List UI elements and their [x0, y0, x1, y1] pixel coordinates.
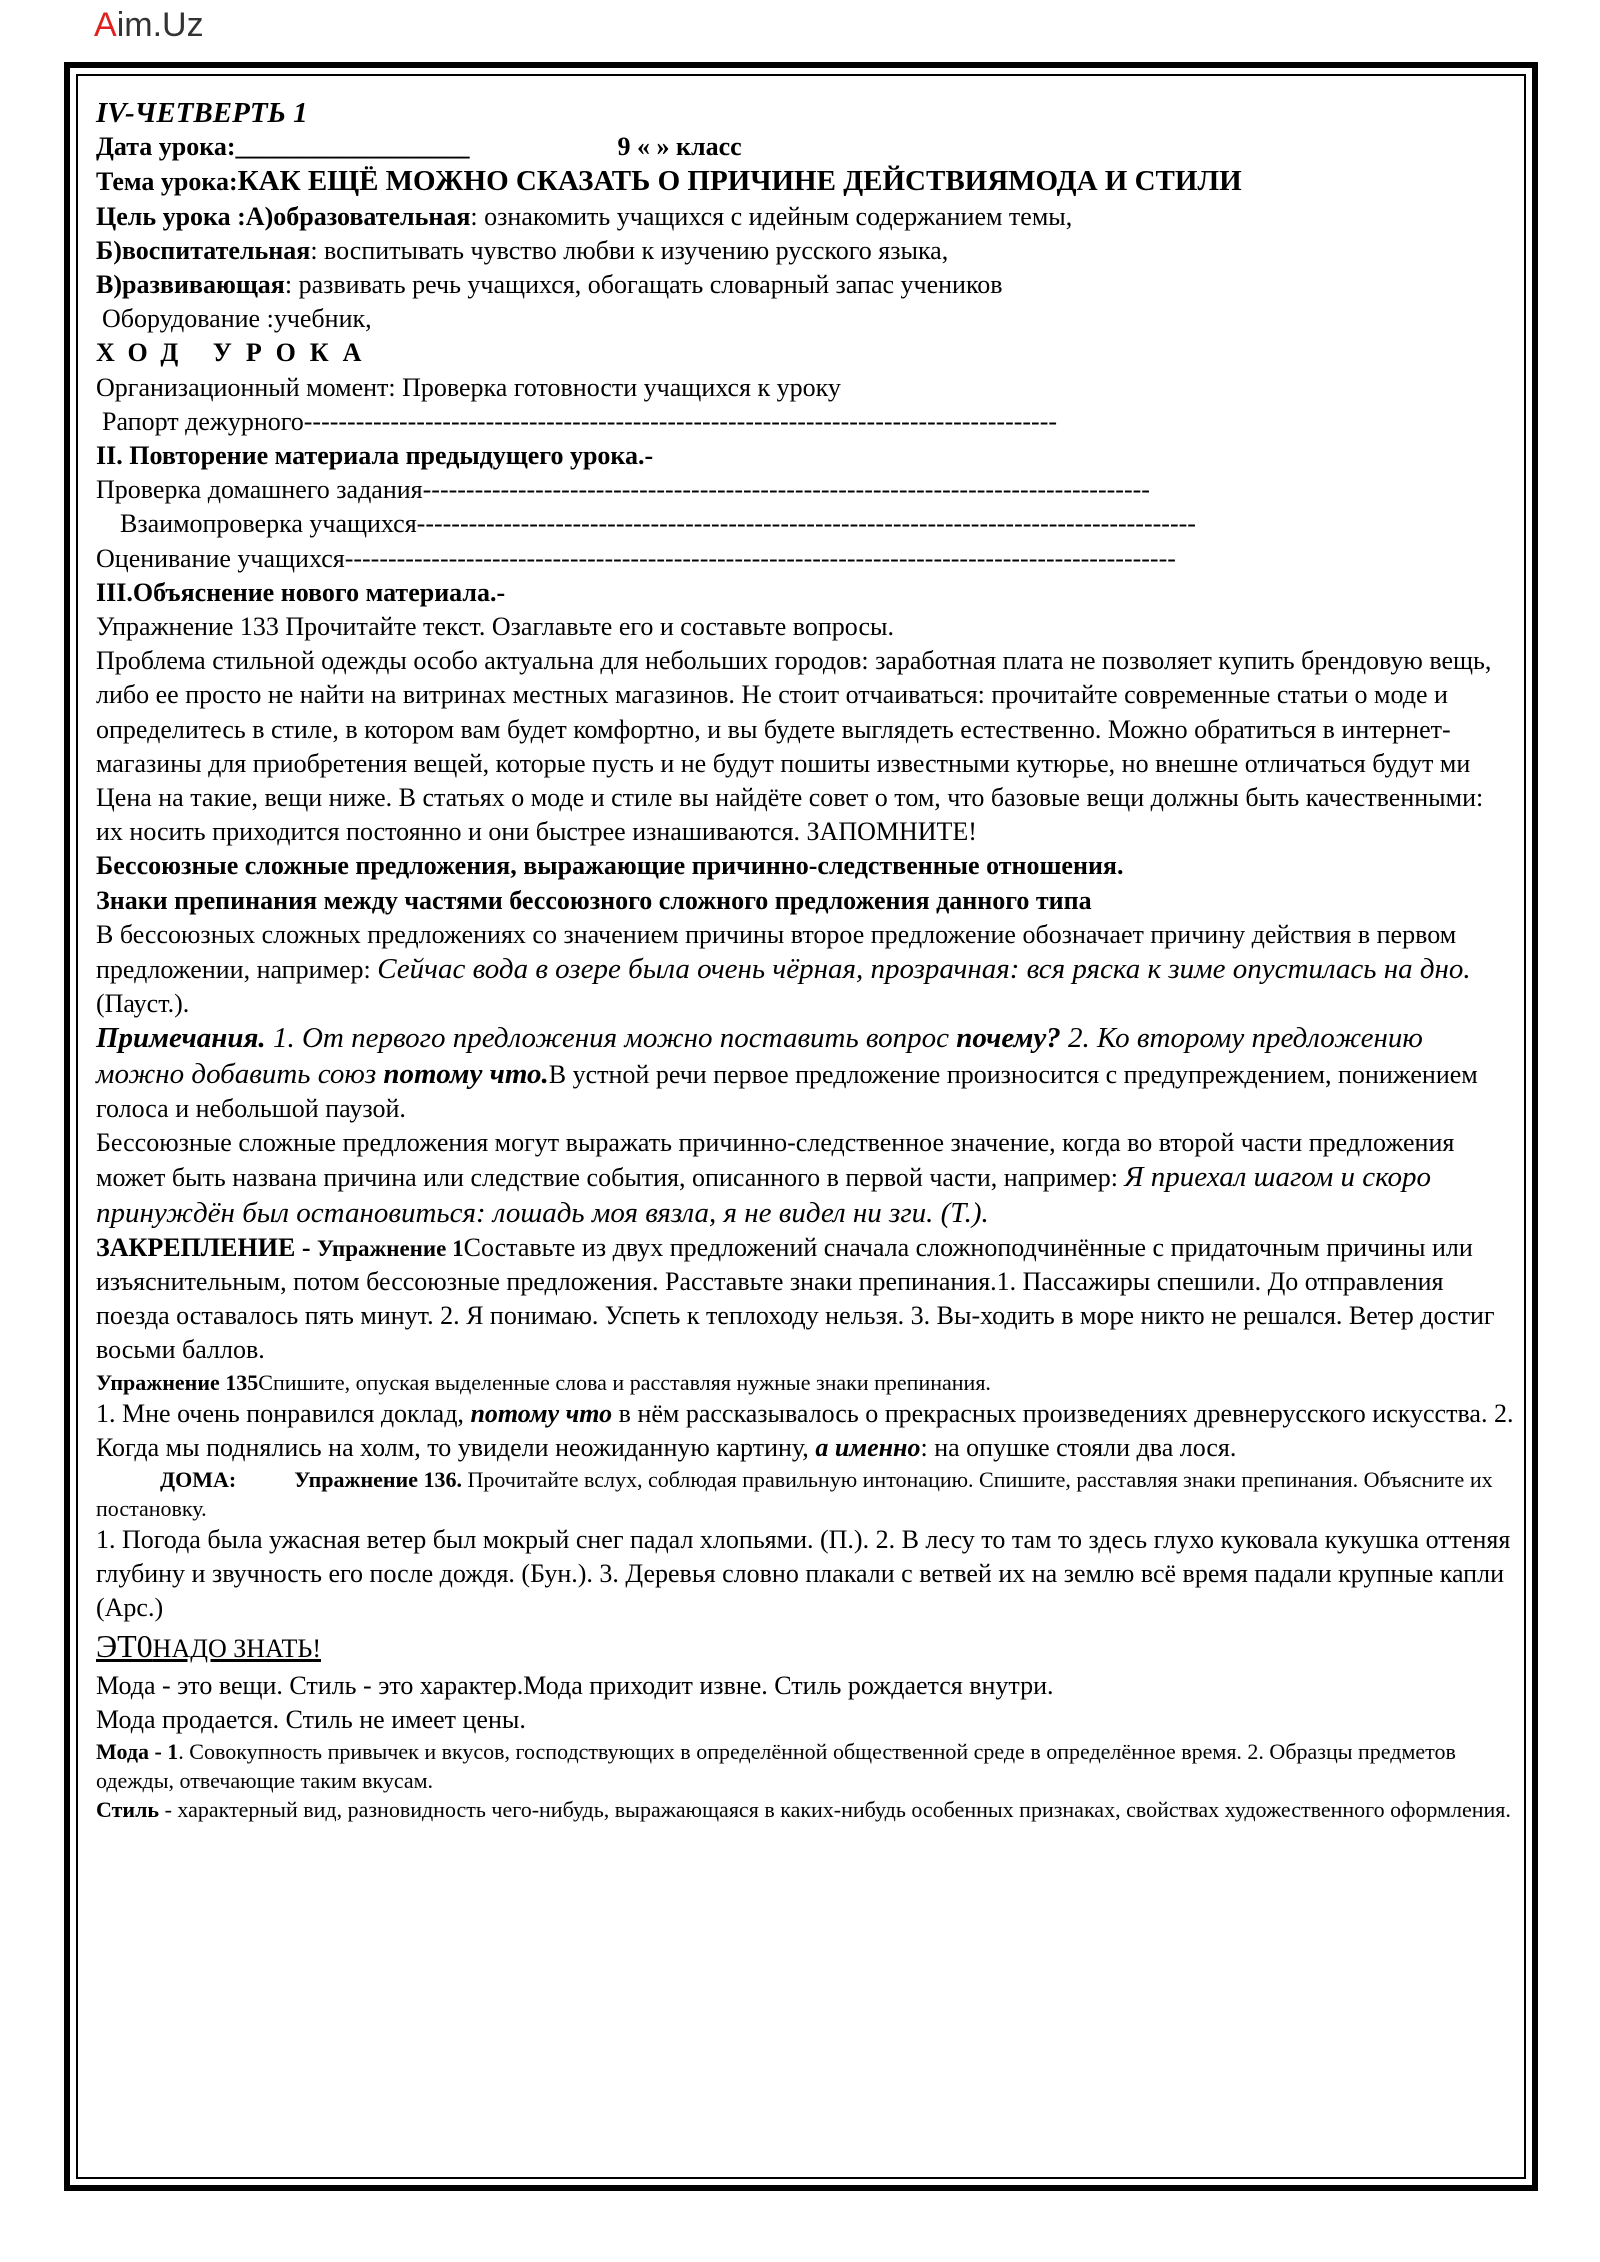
moda-label: Мода - 1 [96, 1738, 179, 1764]
consolidation-paragraph [96, 1231, 1516, 1368]
lesson-plan [96, 96, 1516, 1824]
exercise-135-text [96, 1397, 1516, 1465]
exercise-133-text: Проблема стильной одежды особо актуальна для небольших городов: заработная плата не позволяет купить брендовую вещь, либо ее просто не найти на витринах местных магазинов. Не стоит отчаиваться: прочитайте современные статьи о моде и определитесь в стиле, в котором вам будет комфортно, и вы будете выглядеть естественно. Можно обратиться в интернет- магазины для приобретения вещей, которые пусть и не будут пошиты известными кутюрье, но внешне отличаться будут ми Цена на такие, вещи ниже. В статьях о моде и стиле вы найдёте совет о том, что базовые вещи должны быть качественными: их носить приходится постоянно и они быстрее изнашиваются. ЗАПОМНИТЕ! [96, 646, 1492, 847]
exercise-135-emphasis-2: а именно [815, 1432, 921, 1462]
must-know-line-1: Мода - это вещи. Стиль - это характер.Мода приходит извне. Стиль рождается внутри. [96, 1670, 1054, 1700]
topic-line [96, 164, 1516, 199]
consolidation-exercise-text: Составьте из двух предложений сначала сложноподчинённые с придаточным причины или изъяснительным, потом бессоюзные предложения. Расставьте знаки препинания.1. Пассажиры спешили. До отправления поезда оставалось пять минут. 2. Я понимаю. Успеть к теплоходу нельзя. 3. Вы-ходить в море никто не решался. Ветер достиг восьми баллов. [96, 1232, 1495, 1365]
topic-value: КАК ЕЩЁ МОЖНО СКАЗАТЬ О ПРИЧИНЕ ДЕЙСТВИЯМОДА И СТИЛИ [237, 165, 1242, 198]
home-task-line [96, 1465, 1516, 1523]
education-goal-line [96, 234, 1516, 268]
goal-line [96, 200, 1516, 234]
rule-title-2: Знаки препинания между частями бессоюзного сложного предложения данного типа [96, 885, 1092, 915]
consolidation-label: ЗАКРЕПЛЕНИЕ [96, 1232, 296, 1262]
lesson-flow-heading: ХОД УРОКА [96, 338, 376, 368]
logo-text: im.Uz [116, 6, 204, 44]
must-know-line-2: Мода продается. Стиль не имеет цены. [96, 1704, 526, 1734]
consolidation-dash: - [295, 1232, 317, 1262]
education-goal-label: Б)воспитательная [96, 235, 311, 265]
equipment-line: Оборудование :учебник, [102, 304, 372, 334]
goal-label: Цель урока :А)образовательная [96, 201, 471, 231]
notes-label: Примечания. [96, 1022, 266, 1055]
date-line [96, 130, 1516, 164]
moda-text: . Совокупность привычек и вкусов, господствующих в определённой общественной среде в определённое время. 2. Образцы предметов одежды, отвечающие таким вкусам. [96, 1738, 1456, 1793]
rule-paragraph [96, 918, 1516, 1022]
exercise-135-text-part-1: 1. Мне очень понравился доклад, [96, 1398, 471, 1428]
development-goal-label: В)развивающая [96, 270, 285, 300]
home-task: Прочитайте вслух, соблюдая правильную интонацию. Спишите, расставляя знаки препинания. Объясните их постановку. [96, 1466, 1493, 1521]
style-definition [96, 1795, 1516, 1824]
peer-check-line: Взаимопроверка учащихся------------------------------------------------------------------------------------------ [120, 509, 1196, 539]
must-know-heading [96, 1626, 1516, 1669]
notes-why: почему? [956, 1022, 1061, 1055]
rule-title-1: Бессоюзные сложные предложения, выражающие причинно-следственные отношения. [96, 851, 1124, 881]
exercise-135-label: Упражнение 135 [96, 1369, 259, 1395]
notes-because: потому что. [383, 1057, 549, 1090]
must-know-title-big: ЭТ0 [96, 1627, 153, 1664]
style-text: - характерный вид, разновидность чего-нибудь, выражающаяся в каких-нибудь особенных признаках, свойствах художественного оформления. [159, 1796, 1511, 1822]
notes-text-2: 2. Ко второму предложению можно добавить союз [96, 1022, 1423, 1090]
must-know-title-small: НАДО ЗНАТЬ! [152, 1633, 321, 1663]
exercise-133-task: Упражнение 133 Прочитайте текст. Озаглавьте его и составьте вопросы. [96, 612, 894, 642]
rule-example-1-source: (Пауст.). [96, 989, 190, 1019]
notes-text-3: В устной речи первое предложение произносится с предупреждением, понижением голоса и небольшой паузой. [96, 1059, 1478, 1123]
grade-label: 9 « » класс [617, 132, 742, 162]
assessment-line: Оценивание учащихся------------------------------------------------------------------------------------------------ [96, 543, 1176, 573]
home-exercise-label: Упражнение 136. [294, 1466, 462, 1492]
exercise-135-emphasis-1: потому что [470, 1398, 613, 1428]
rule-example-2: Я приехал шагом и скоро принуждён был остановиться: лошадь моя вязла, я не видел ни зги. (Т.). [96, 1161, 1432, 1229]
topic-label: Тема урока: [96, 167, 238, 197]
notes-text-1: 1. От первого предложения можно поставить вопрос [265, 1022, 957, 1055]
moda-definition [96, 1737, 1516, 1795]
home-exercise-text: 1. Погода была ужасная ветер был мокрый снег падал хлопьями. (П.). 2. В лесу то там то здесь глухо куковала кукушка оттеняя глубину и звучность его после дождя. (Бун.). 3. Деревья словно плакали с ветвей их на землю всё время падали крупные капли (Арс.) [96, 1524, 1511, 1623]
logo-accent-letter: A [94, 6, 117, 44]
development-goal-value: : развивать речь учащихся, обогащать словарный запас учеников [284, 270, 1003, 300]
rule-paragraph-2-text: Бессоюзные сложные предложения могут выражать причинно-следственное значение, когда во второй части предложения может быть названа причина или следствие события, описанного в первой части, например: [96, 1128, 1455, 1193]
development-goal-line [96, 268, 1516, 302]
exercise-135-text-part-2: в нём рассказывалось о прекрасных произведениях древнерусского искусства. 2. Когда мы поднялись на холм, то увидели неожиданную картину, [96, 1398, 1514, 1462]
org-moment-line: Организационный момент: Проверка готовности учащихся к уроку [96, 372, 841, 402]
rule-example-1: Сейчас вода в озере была очень чёрная, прозрачная: вся ряска к зиме опустилась на дно. [377, 953, 1471, 986]
exercise-135-text-part-3: : на опушке стояли два лося. [920, 1432, 1237, 1462]
notes-paragraph [96, 1021, 1516, 1126]
new-material-heading: III.Объяснение нового материала.- [96, 577, 506, 607]
exercise-135-task: Спишите, опуская выделенные слова и расставляя нужные знаки препинания. [258, 1369, 991, 1395]
exercise-135-task-line [96, 1368, 1516, 1397]
duty-report-line: Рапорт дежурного--------------------------------------------------------------------------------------- [102, 406, 1058, 436]
goal-value: : ознакомить учащихся с идейным содержанием темы, [470, 201, 1073, 231]
home-label: ДОМА: [160, 1466, 237, 1492]
consolidation-exercise-label: Упражнение 1 [316, 1235, 464, 1261]
rule-text: В бессоюзных сложных предложениях со значением причины второе предложение обозначает причину действия в первом предложении, например: [96, 919, 1457, 985]
education-goal-value: : воспитывать чувство любви к изучению русского языка, [310, 235, 949, 265]
date-label: Дата урока:__________________ [96, 132, 470, 162]
rule-paragraph-2 [96, 1126, 1516, 1231]
homework-check-line: Проверка домашнего задания------------------------------------------------------------------------------------ [96, 475, 1150, 505]
site-logo [94, 6, 204, 45]
style-label: Стиль [96, 1796, 160, 1822]
review-heading: II. Повторение материала предыдущего урока.- [96, 441, 654, 471]
quarter-heading: IV-ЧЕТВЕРТЬ 1 [96, 97, 308, 129]
